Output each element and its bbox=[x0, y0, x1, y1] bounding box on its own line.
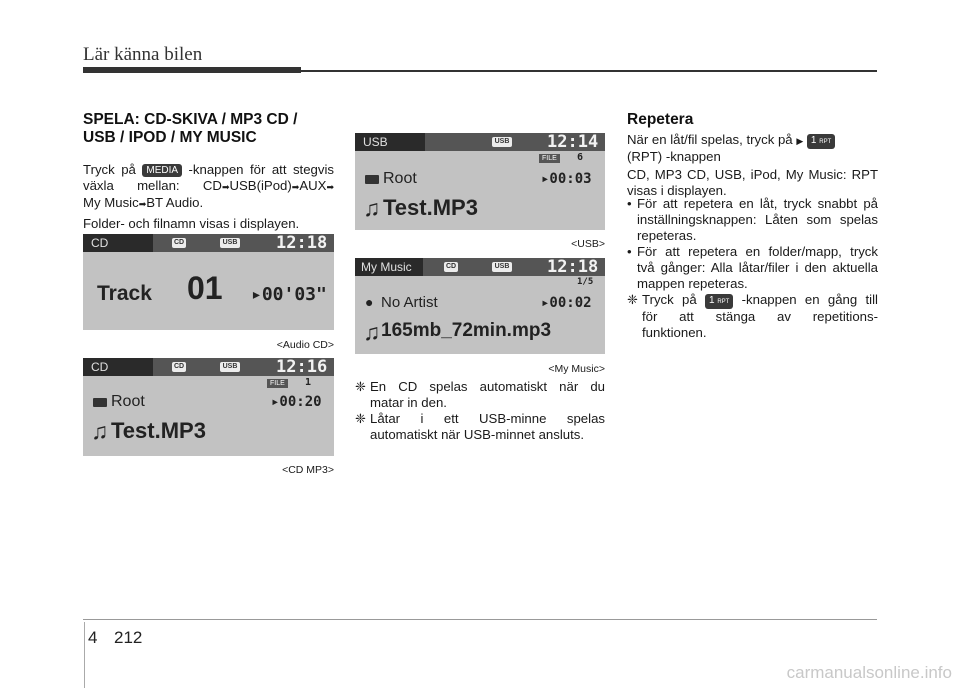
repeat-heading: Repetera bbox=[627, 111, 694, 128]
my-music-display bbox=[355, 258, 605, 354]
song-name: Test.MP3 bbox=[111, 418, 206, 443]
folder-icon bbox=[93, 398, 107, 407]
song-name: Test.MP3 bbox=[383, 195, 478, 220]
play-time: ▸00'03" bbox=[251, 284, 327, 305]
footer-rule bbox=[83, 619, 877, 620]
arrow-icon: ➡ bbox=[291, 182, 300, 192]
repeat-bullet-2: För att repetera en folder/mapp, tryck två gånger: Alla låtar/filer i den aktuella mappen repeteras. bbox=[637, 244, 878, 291]
running-header: Lär känna bilen bbox=[83, 44, 203, 65]
cd-mp3-display bbox=[83, 358, 334, 456]
play-time: ▸00:20 bbox=[271, 394, 322, 410]
section-heading: SPELA: CD-SKIVA / MP3 CD / USB / IPOD / MY MUSIC bbox=[83, 111, 298, 146]
clock: 12:18 bbox=[276, 234, 328, 253]
rpt-button-icon: 1 RPT bbox=[705, 294, 733, 309]
cd-chip: CD bbox=[445, 263, 457, 270]
usb-chip: USB bbox=[220, 362, 240, 372]
usb-chip: USB bbox=[492, 262, 512, 272]
cd-chip: CD bbox=[173, 363, 185, 370]
note-cd-autoplay: En CD spelas automatiskt när du matar in den. bbox=[370, 379, 605, 410]
caption-usb: <USB> bbox=[571, 238, 605, 250]
usb-chip: USB bbox=[220, 238, 240, 248]
repeat-intro: När en låt/fil spelas, tryck på ▶ 1 RPT (RPT) -knappen CD, MP3 CD, USB, iPod, My Music: RPT visas i displayen. bbox=[627, 132, 878, 198]
audio-cd-display bbox=[83, 234, 334, 330]
source-label: CD bbox=[83, 358, 153, 376]
header-bar bbox=[83, 67, 301, 73]
usb-chip: USB bbox=[492, 137, 512, 147]
file-number: 1 bbox=[305, 377, 312, 388]
rpt-button-icon: 1 RPT bbox=[807, 134, 835, 149]
bullet-marker: • bbox=[627, 244, 632, 259]
clock: 12:14 bbox=[547, 133, 599, 152]
arrow-icon: ➡ bbox=[221, 182, 230, 192]
caption-my-music: <My Music> bbox=[548, 363, 605, 375]
intro-paragraph: Tryck på MEDIA -knappen för att stegvis växla mellan: CD➡USB(iPod)➡AUX➡ My Music➡BT Audio. Folder- och filnamn visas i displayen. bbox=[83, 162, 334, 231]
source-label: USB bbox=[355, 133, 425, 151]
folder-name: Root bbox=[111, 393, 145, 410]
file-badge: FILE bbox=[539, 154, 560, 163]
song-name: 165mb_72min.mp3 bbox=[381, 320, 552, 341]
source-label: CD bbox=[83, 234, 153, 252]
music-note-icon: ♫ bbox=[91, 418, 109, 444]
source-label: My Music bbox=[355, 258, 423, 276]
arrow-icon: ➡ bbox=[326, 182, 334, 192]
caption-cd-mp3: <CD MP3> bbox=[282, 464, 334, 476]
play-time: ▸00:02 bbox=[541, 295, 592, 311]
note-marker: ❈ bbox=[627, 292, 639, 307]
artist-icon: ● bbox=[365, 294, 374, 310]
watermark: carmanualsonline.info bbox=[786, 663, 952, 682]
media-button-icon: MEDIA bbox=[142, 164, 182, 177]
artist-name: No Artist bbox=[381, 294, 438, 311]
note-usb-autoplay: Låtar i ett USB-minne spelas automatiskt när USB-minnet ansluts. bbox=[370, 411, 605, 442]
play-time: ▸00:03 bbox=[541, 171, 592, 187]
caption-audio-cd: <Audio CD> bbox=[276, 339, 334, 351]
note-marker: ❈ bbox=[355, 411, 367, 426]
cd-chip: CD bbox=[173, 239, 185, 246]
repeat-note: Tryck på 1 RPT -knappen en gång till för att stänga av repetitions- funktionen. bbox=[642, 292, 878, 340]
folder-name: Root bbox=[383, 170, 417, 187]
chapter-number: 4 bbox=[88, 628, 98, 647]
music-note-icon: ♫ bbox=[363, 195, 381, 221]
folder-icon bbox=[365, 175, 379, 184]
music-note-icon: ♫ bbox=[363, 319, 381, 345]
usb-display bbox=[355, 133, 605, 230]
bullet-marker: • bbox=[627, 196, 632, 211]
track-count: 1/5 bbox=[577, 277, 594, 287]
footer-divider bbox=[84, 622, 85, 688]
track-number: 01 bbox=[187, 270, 223, 306]
clock: 12:16 bbox=[276, 358, 328, 377]
file-number: 6 bbox=[577, 152, 584, 163]
file-badge: FILE bbox=[267, 379, 288, 388]
header-rule bbox=[301, 70, 877, 72]
note-marker: ❈ bbox=[355, 379, 367, 394]
repeat-bullet-1: För att repetera en låt, tryck snabbt på inställningsknappen: Låten som spelas repeteras. bbox=[637, 196, 878, 243]
arrow-icon: ➡ bbox=[138, 199, 147, 209]
clock: 12:18 bbox=[547, 258, 599, 277]
page-number: 212 bbox=[114, 628, 143, 647]
track-label: Track bbox=[97, 282, 152, 305]
